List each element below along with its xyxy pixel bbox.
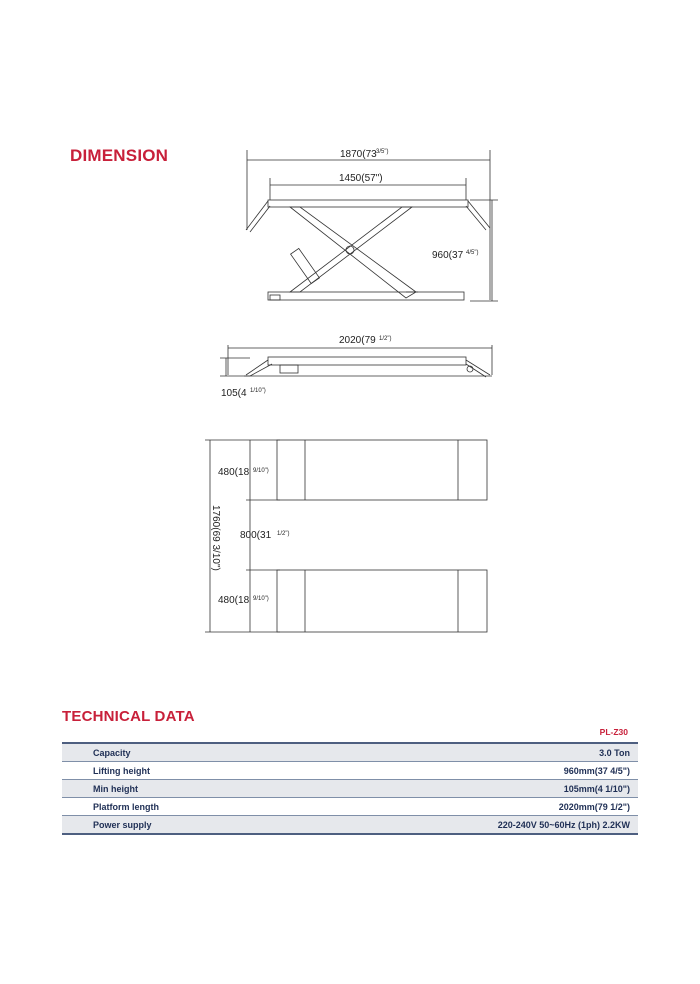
min-height-frac: 1/10")	[250, 388, 266, 394]
lowered-length-frac: 1/2")	[379, 336, 392, 342]
gap-frac: 1/2")	[277, 531, 290, 537]
spec-label: Power supply	[62, 816, 297, 835]
table-row	[62, 798, 638, 816]
spec-label: Lifting height	[62, 762, 297, 780]
table-row	[62, 816, 638, 835]
lift-height-frac: 4/5")	[466, 250, 479, 256]
table-row	[62, 780, 638, 798]
spec-table	[62, 742, 638, 835]
min-height-label: 105(4	[221, 388, 247, 399]
table-row	[62, 762, 638, 780]
dimension-heading: DIMENSION	[70, 146, 169, 165]
overall-width-label: 1760(69 3/10")	[210, 505, 221, 571]
model-code: PL-Z30	[599, 727, 628, 737]
spec-value: 2020mm(79 1/2")	[297, 798, 638, 816]
platform-width-bottom-frac: 9/10")	[253, 596, 269, 602]
spec-label: Capacity	[62, 743, 297, 762]
technical-data-heading: TECHNICAL DATA	[62, 708, 195, 725]
platform-width-top-label: 480(18	[218, 467, 250, 478]
lowered-length-label: 2020(79	[339, 335, 376, 346]
platform-width-bottom-label: 480(18	[218, 595, 250, 606]
spec-value: 960mm(37 4/5")	[297, 762, 638, 780]
lowered-view-drawing	[220, 345, 492, 377]
lift-height-label: 960(37	[432, 250, 464, 261]
gap-label: 800(31	[240, 530, 272, 541]
spec-value: 220-240V 50~60Hz (1ph) 2.2KW	[297, 816, 638, 835]
platform-length-label: 1450(57")	[339, 173, 383, 184]
platform-width-top-frac: 9/10")	[253, 468, 269, 474]
spec-label: Platform length	[62, 798, 297, 816]
spec-value: 105mm(4 1/10")	[297, 780, 638, 798]
spec-label: Min height	[62, 780, 297, 798]
table-row	[62, 743, 638, 762]
overall-length-label: 1870(73	[340, 149, 377, 160]
spec-value: 3.0 Ton	[297, 743, 638, 762]
overall-length-frac: 3/5")	[376, 149, 389, 155]
